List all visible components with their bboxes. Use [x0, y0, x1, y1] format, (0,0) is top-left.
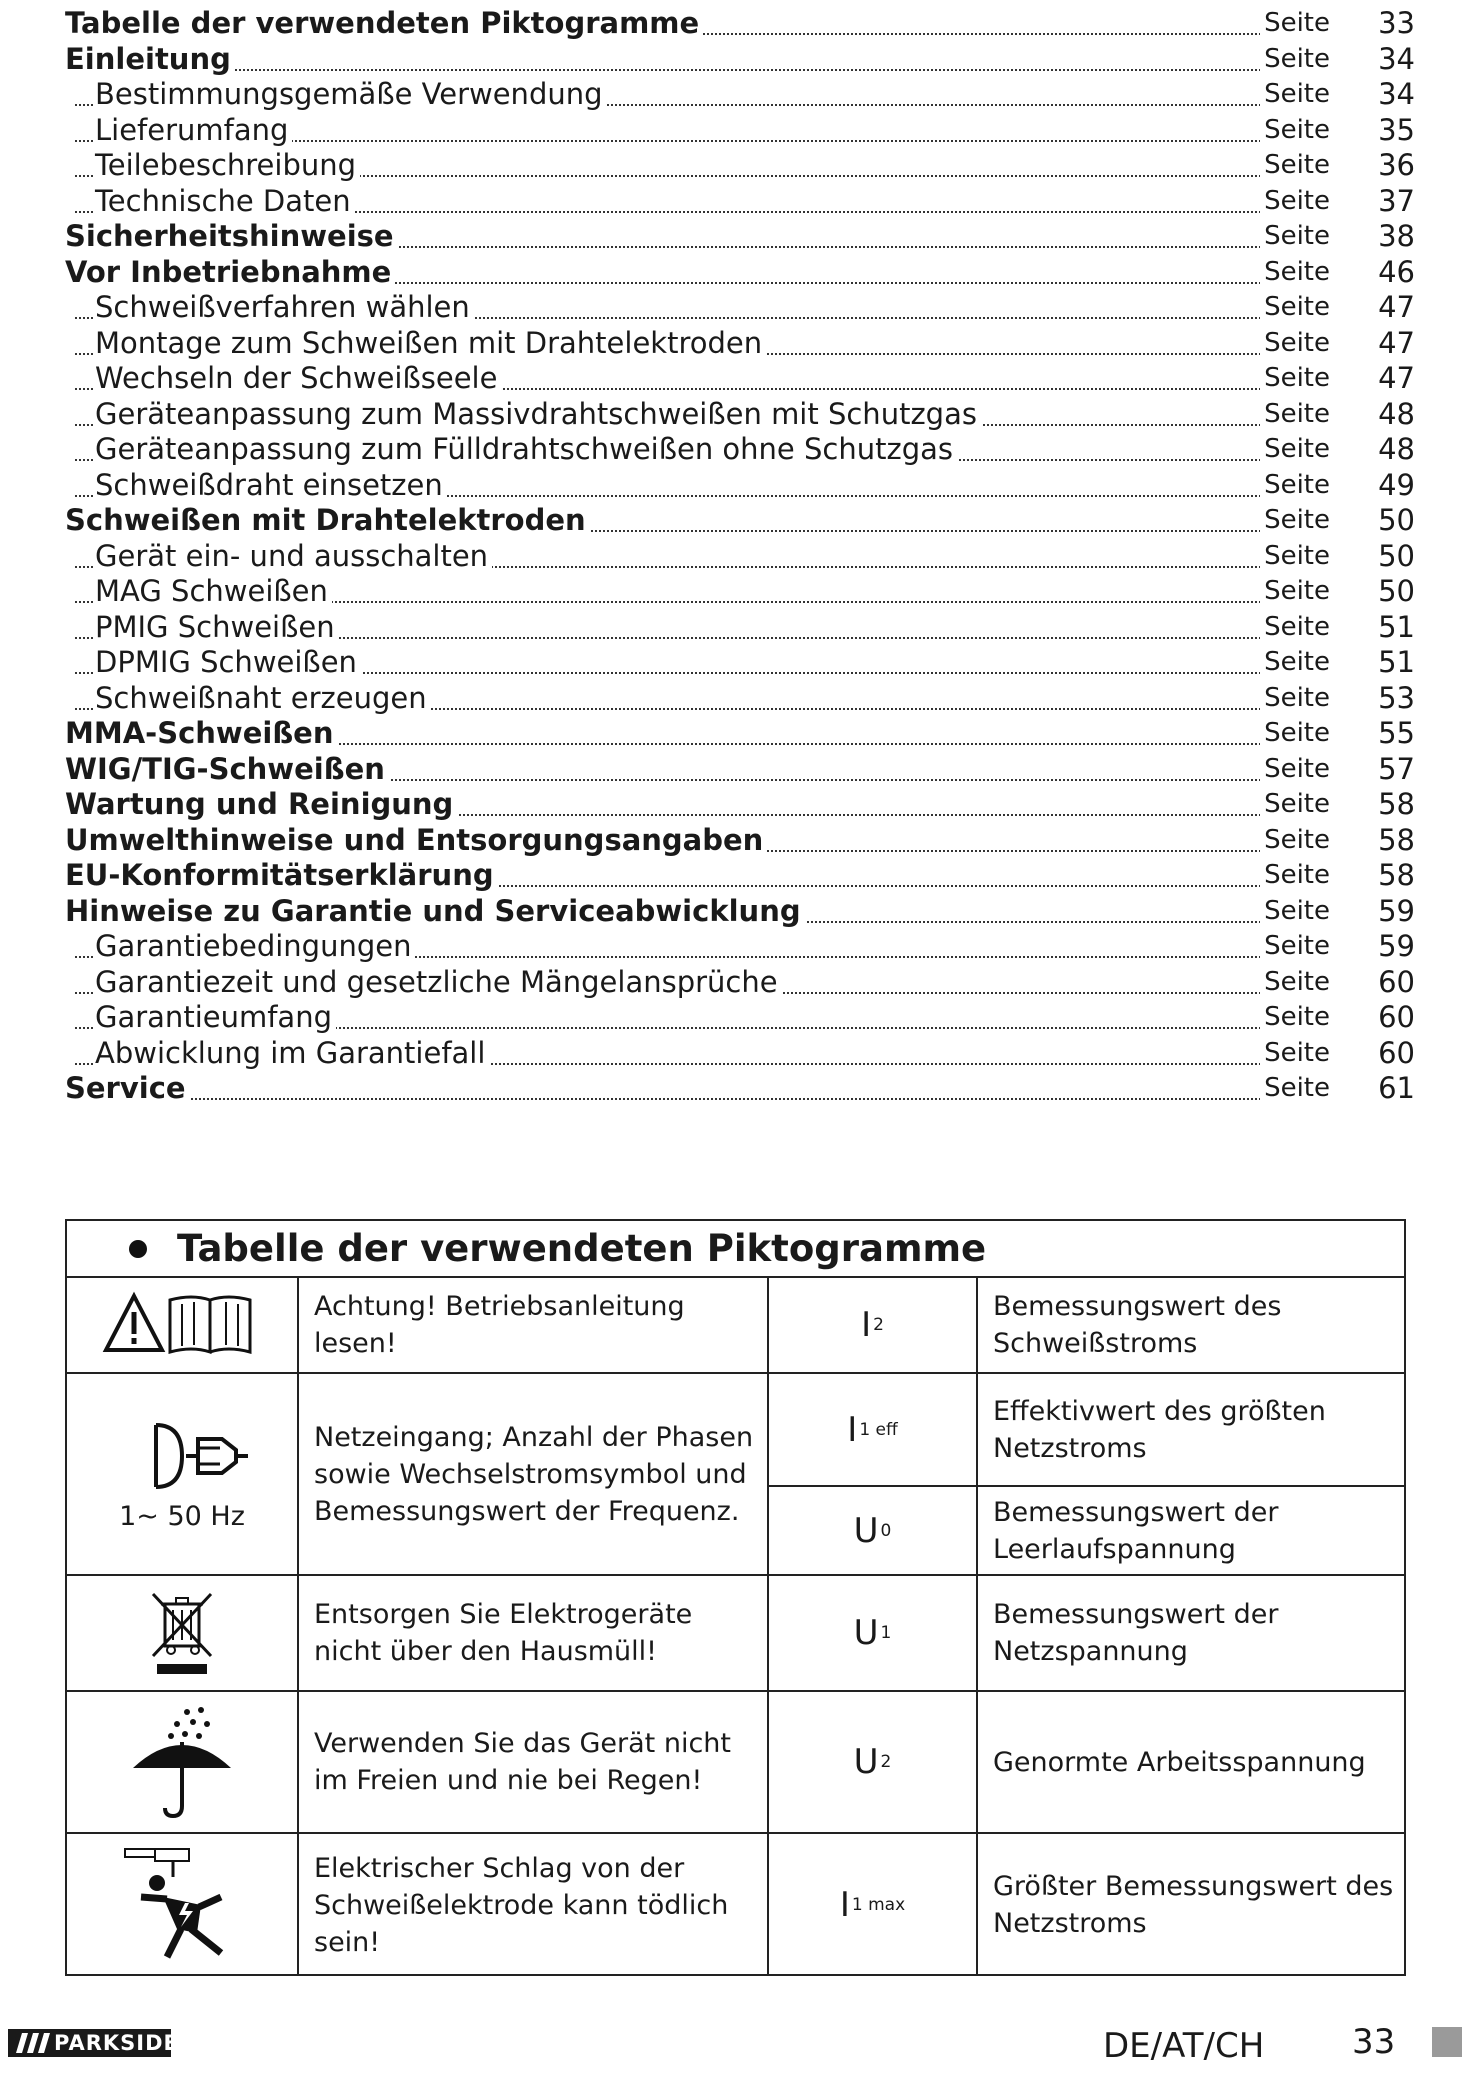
pictogram-desc: Netzeingang; Anzahl der Phasen sowie Wechselstromsymbol und Bemessungswert der Frequenz. — [314, 1421, 754, 1527]
toc-entry-title: Gerät ein- und ausschalten — [95, 539, 492, 574]
toc-entry-title: Service — [65, 1071, 190, 1106]
toc-page-number: 57 — [1378, 751, 1415, 786]
symbol-i1-eff: I 1 eff — [847, 1409, 898, 1450]
toc-entry-title: Hinweise zu Garantie und Serviceabwicklung — [65, 894, 805, 929]
toc-entry[interactable] — [65, 6, 1415, 42]
pictogram-table-header — [67, 1221, 1404, 1278]
toc-page-number: 59 — [1378, 893, 1415, 928]
pictogram-table-title: Tabelle der verwendeten Piktogramme — [177, 1227, 987, 1270]
crossed-bin-icon — [67, 1576, 297, 1690]
toc-entry[interactable] — [65, 361, 1415, 397]
toc-seite-label: Seite — [1260, 432, 1330, 467]
toc-page-number: 60 — [1378, 1000, 1415, 1034]
toc-page-number: 51 — [1378, 645, 1415, 679]
toc-entry[interactable] — [65, 929, 1415, 965]
toc-entry-title: Teilebeschreibung — [95, 148, 360, 183]
brand-name: PARKSIDE — [54, 2031, 179, 2055]
toc-entry[interactable] — [65, 77, 1415, 113]
toc-entry-title: Schweißverfahren wählen — [95, 290, 474, 325]
toc-entry[interactable] — [65, 113, 1415, 149]
toc-seite-label: Seite — [1260, 468, 1330, 503]
toc-page-number: 49 — [1378, 467, 1415, 502]
toc-page-number: 53 — [1378, 680, 1415, 715]
pictogram-desc: Elektrischer Schlag von der Schweißelektrode kann tödlich sein! — [314, 1852, 729, 1958]
toc-entry-title: Garantiebedingungen — [95, 929, 415, 964]
toc-entry[interactable] — [65, 42, 1415, 78]
toc-seite-label: Seite — [1260, 255, 1330, 290]
toc-seite-label: Seite — [1260, 42, 1330, 77]
toc-seite-label: Seite — [1260, 716, 1330, 751]
toc-page-number: 48 — [1378, 432, 1415, 466]
toc-entry[interactable] — [65, 574, 1415, 610]
toc-entry-title: Sicherheitshinweise — [65, 219, 398, 254]
toc-page-number: 35 — [1378, 112, 1415, 147]
toc-entry-title: Lieferumfang — [95, 113, 292, 148]
toc-leader-dots — [75, 69, 1325, 71]
toc-page-number: 50 — [1378, 538, 1415, 573]
toc-entry[interactable] — [65, 787, 1415, 823]
toc-page-number: 60 — [1378, 964, 1415, 999]
symbol-desc: Effektivwert des größten Netzstroms — [993, 1395, 1326, 1464]
symbol-u1: U 1 — [853, 1613, 892, 1653]
page-marker — [1432, 2027, 1462, 2057]
toc-entry-title: Bestimmungsgemäße Verwendung — [95, 77, 607, 112]
toc-page-number: 58 — [1378, 858, 1415, 892]
toc-entry[interactable] — [65, 468, 1415, 504]
pictogram-desc: Entsorgen Sie Elektrogeräte nicht über den Hausmüll! — [314, 1599, 693, 1667]
toc-entry-title: Umwelthinweise und Entsorgungsangaben — [65, 823, 767, 858]
toc-page-number: 46 — [1378, 254, 1415, 289]
page-number: 33 — [1352, 2022, 1396, 2062]
toc-seite-label: Seite — [1260, 1036, 1330, 1071]
toc-seite-label: Seite — [1260, 681, 1330, 716]
toc-entry[interactable] — [65, 503, 1415, 539]
toc-page-number: 50 — [1378, 503, 1415, 537]
toc-page-number: 61 — [1378, 1071, 1415, 1105]
toc-seite-label: Seite — [1260, 290, 1330, 325]
toc-entry[interactable] — [65, 184, 1415, 220]
toc-page-number: 58 — [1378, 787, 1415, 821]
toc-entry[interactable] — [65, 326, 1415, 362]
toc-entry[interactable] — [65, 432, 1415, 468]
toc-entry[interactable] — [65, 894, 1415, 930]
frequency-label: 1~ 50 Hz — [119, 1500, 245, 1532]
toc-entry-title: Vor Inbetriebnahme — [65, 255, 395, 290]
toc-page-number: 48 — [1378, 396, 1415, 431]
symbol-i2: I 2 — [861, 1305, 884, 1345]
toc-entry[interactable] — [65, 219, 1415, 255]
toc-seite-label: Seite — [1260, 148, 1330, 183]
toc-entry[interactable] — [65, 1071, 1415, 1107]
toc-page-number: 58 — [1378, 822, 1415, 857]
symbol-desc: Bemessungswert der Netzspannung — [993, 1599, 1279, 1667]
toc-entry-title: Montage zum Schweißen mit Drahtelektroden — [95, 326, 766, 361]
toc-entry[interactable] — [65, 290, 1415, 326]
toc-entry-title: Abwicklung im Garantiefall — [95, 1036, 489, 1071]
symbol-desc: Genormte Arbeitsspannung — [993, 1746, 1366, 1778]
toc-entry[interactable] — [65, 397, 1415, 433]
toc-page-number: 34 — [1378, 41, 1415, 76]
toc-leader-dots — [75, 1098, 1325, 1100]
toc-entry[interactable] — [65, 148, 1415, 184]
toc-page-number: 59 — [1378, 929, 1415, 963]
symbol-desc: Bemessungswert der Leerlaufspannung — [993, 1496, 1279, 1565]
symbol-u0: U 0 — [853, 1510, 892, 1551]
toc-entry[interactable] — [65, 1036, 1415, 1072]
toc-seite-label: Seite — [1260, 610, 1330, 645]
toc-page-number: 36 — [1378, 148, 1415, 182]
toc-entry-title: Schweißen mit Drahtelektroden — [65, 503, 590, 538]
toc-seite-label: Seite — [1260, 894, 1330, 929]
toc-entry-title: Technische Daten — [95, 184, 355, 219]
toc-seite-label: Seite — [1260, 858, 1330, 893]
toc-entry-title: Geräteanpassung zum Fülldrahtschweißen ohne Schutzgas — [95, 432, 957, 467]
toc-entry-title: WIG/TIG-Schweißen — [65, 752, 389, 787]
toc-seite-label: Seite — [1260, 823, 1330, 858]
toc-seite-label: Seite — [1260, 1071, 1330, 1106]
toc-entry[interactable] — [65, 681, 1415, 717]
toc-entry-title: DPMIG Schweißen — [95, 645, 361, 680]
toc-seite-label: Seite — [1260, 184, 1330, 219]
toc-entry-title: Wechseln der Schweißseele — [95, 361, 501, 396]
toc-page-number: 47 — [1378, 361, 1415, 395]
toc-entry[interactable] — [65, 965, 1415, 1001]
toc-seite-label: Seite — [1260, 77, 1330, 112]
warning-manual-icon — [67, 1278, 297, 1372]
toc-seite-label: Seite — [1260, 326, 1330, 361]
toc-entry[interactable] — [65, 823, 1415, 859]
symbol-i1-max: I 1 max — [839, 1885, 906, 1925]
toc-seite-label: Seite — [1260, 1000, 1330, 1035]
symbol-u2: U 2 — [853, 1742, 892, 1782]
toc-entry-title: PMIG Schweißen — [95, 610, 339, 645]
toc-seite-label: Seite — [1260, 361, 1330, 396]
toc-page-number: 50 — [1378, 574, 1415, 608]
toc-entry[interactable] — [65, 1000, 1415, 1036]
toc-page-number: 60 — [1378, 1035, 1415, 1070]
toc-seite-label: Seite — [1260, 787, 1330, 822]
logo-stripes-icon — [16, 2033, 50, 2053]
toc-entry-title: Geräteanpassung zum Massivdrahtschweißen mit Schutzgas — [95, 397, 981, 432]
pictogram-desc: Achtung! Betriebsanleitung lesen! — [314, 1291, 685, 1359]
toc-entry-title: Wartung und Reinigung — [65, 787, 457, 822]
bullet-icon — [129, 1240, 147, 1258]
toc-page-number: 33 — [1378, 6, 1415, 40]
toc-entry[interactable] — [65, 716, 1415, 752]
table-of-contents — [65, 6, 1415, 1107]
toc-seite-label: Seite — [1260, 965, 1330, 1000]
toc-seite-label: Seite — [1260, 397, 1330, 432]
toc-entry-title: Schweißdraht einsetzen — [95, 468, 447, 503]
toc-entry-title: MAG Schweißen — [95, 574, 332, 609]
toc-seite-label: Seite — [1260, 539, 1330, 574]
toc-seite-label: Seite — [1260, 645, 1330, 680]
toc-entry[interactable] — [65, 610, 1415, 646]
toc-entry[interactable] — [65, 752, 1415, 788]
toc-page-number: 55 — [1378, 716, 1415, 750]
pictogram-table — [65, 1219, 1406, 1976]
country-codes: DE/AT/CH — [1103, 2026, 1265, 2066]
toc-entry-title: Tabelle der verwendeten Piktogramme — [65, 6, 703, 41]
toc-entry-title: Schweißnaht erzeugen — [95, 681, 431, 716]
symbol-desc: Größter Bemessungswert des Netzstroms — [993, 1871, 1394, 1939]
toc-page-number: 47 — [1378, 325, 1415, 360]
toc-seite-label: Seite — [1260, 113, 1330, 148]
toc-entry-title: EU-Konformitätserklärung — [65, 858, 498, 893]
brand-logo — [8, 2029, 179, 2057]
toc-entry[interactable] — [65, 255, 1415, 291]
toc-seite-label: Seite — [1260, 752, 1330, 787]
toc-entry-title: MMA-Schweißen — [65, 716, 338, 751]
toc-entry-title: Einleitung — [65, 42, 235, 77]
toc-page-number: 34 — [1378, 77, 1415, 111]
toc-page-number: 51 — [1378, 609, 1415, 644]
toc-entry[interactable] — [65, 645, 1415, 681]
toc-seite-label: Seite — [1260, 929, 1330, 964]
toc-seite-label: Seite — [1260, 219, 1330, 254]
toc-entry-title: Garantiezeit und gesetzliche Mängelansprüche — [95, 965, 782, 1000]
toc-page-number: 47 — [1378, 290, 1415, 324]
toc-entry-title: Garantieumfang — [95, 1000, 336, 1035]
umbrella-rain-icon — [67, 1692, 297, 1832]
mains-plug-icon — [67, 1374, 297, 1574]
toc-seite-label: Seite — [1260, 6, 1330, 41]
toc-entry[interactable] — [65, 539, 1415, 575]
toc-page-number: 38 — [1378, 219, 1415, 253]
electric-shock-icon — [67, 1834, 297, 1976]
pictogram-desc: Verwenden Sie das Gerät nicht im Freien und nie bei Regen! — [314, 1728, 732, 1796]
toc-page-number: 37 — [1378, 183, 1415, 218]
toc-seite-label: Seite — [1260, 503, 1330, 538]
symbol-desc: Bemessungswert des Schweißstroms — [993, 1291, 1282, 1359]
toc-seite-label: Seite — [1260, 574, 1330, 609]
toc-entry[interactable] — [65, 858, 1415, 894]
